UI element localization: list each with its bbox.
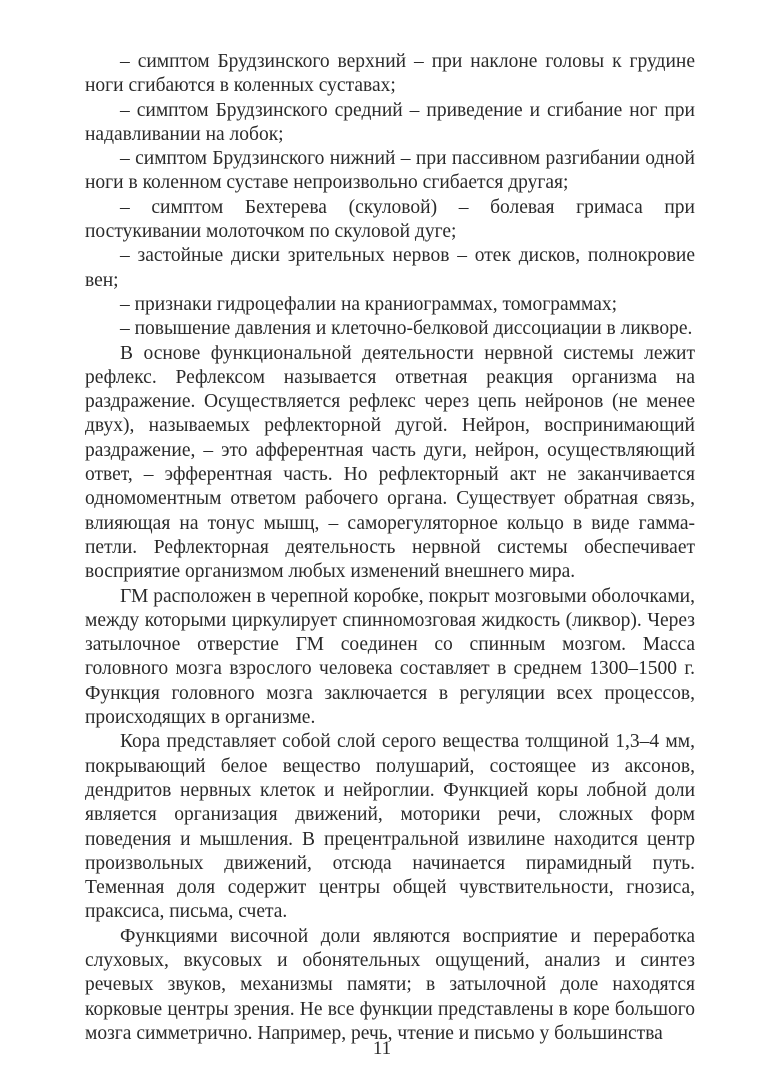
paragraph-brudzinsky-lower: – симптом Брудзинского нижний – при пассивном разгибании одной ноги в коленном суставе непроизвольно сгибается другая; [85, 148, 695, 194]
paragraph-reflex: В основе функциональной деятельности нервной системы лежит рефлекс. Рефлексом называется ответная реакция организма на раздражение. Осуществляется рефлекс через цепь нейронов (не менее двух), называемых рефлекторной дугой. Нейрон, воспринимающий раздражение, – это афферентная часть дуги, нейрон, осуществляющий ответ, – эфферентная часть. Но рефлекторный акт не заканчивается одномоментным ответом рабочего органа. Существует обратная связь, влияющая на тонус мышц, – саморегуляторное кольцо в виде гамма-петли. Рефлекторная деятельность нервной системы обеспечивает восприятие организмом любых изменений внешнего мира. [85, 342, 695, 583]
paragraph-brudzinsky-middle: – симптом Брудзинского средний – приведение и сгибание ног при надавливании на лобок; [85, 99, 695, 145]
paragraph-brain-location: ГМ расположен в черепной коробке, покрыт мозговыми оболочками, между которыми циркулирует спинномозговая жидкость (ликвор). Через затылочное отверстие ГМ соединен со спинным мозгом. Масса головного мозга взрослого человека составляет в среднем 1300–1500 г. Функция головного мозга заключается в регуляции всех процессов, происходящих в организме. [85, 585, 695, 729]
paragraph-hydrocephalus: – признаки гидроцефалии на краниограммах, томограммах; [120, 293, 618, 315]
paragraph-optic-discs: – застойные диски зрительных нервов – отек дисков, полнокровие вен; [85, 245, 695, 291]
page-number: 11 [372, 1038, 392, 1059]
page-body [85, 50, 695, 1046]
paragraph-brudzinsky-upper: – симптом Брудзинского верхний – при наклоне головы к грудине ноги сгибаются в коленных суставах; [85, 51, 695, 97]
paragraph-liquor-pressure: – повышение давления и клеточно-белковой диссоциации в ликворе. [120, 318, 693, 340]
paragraph-temporal-lobe: Функциями височной доли являются восприятие и переработка слуховых, вкусовых и обонятельных ощущений, анализ и синтез речевых звуков, механизмы памяти; в затылочной доле находятся корковые центры зрения. Не все функции представлены в коре большого мозга симметрично. Например, речь, чтение и письмо у большинства [85, 925, 695, 1044]
paragraph-cortex: Кора представляет собой слой серого вещества толщиной 1,3–4 мм, покрывающий белое вещество полушарий, состоящее из аксонов, дендритов нервных клеток и нейроглии. Функцией коры лобной доли является организация движений, моторики речи, сложных форм поведения и мышления. В прецентральной извилине находится центр произвольных движений, отсюда начинается пирамидный путь. Теменная доля содержит центры общей чувствительности, гнозиса, праксиса, письма, счета. [85, 731, 695, 923]
paragraph-bekhterev: – симптом Бехтерева (скуловой) – болевая гримаса при постукивании молоточком по скуловой дуге; [85, 196, 695, 243]
